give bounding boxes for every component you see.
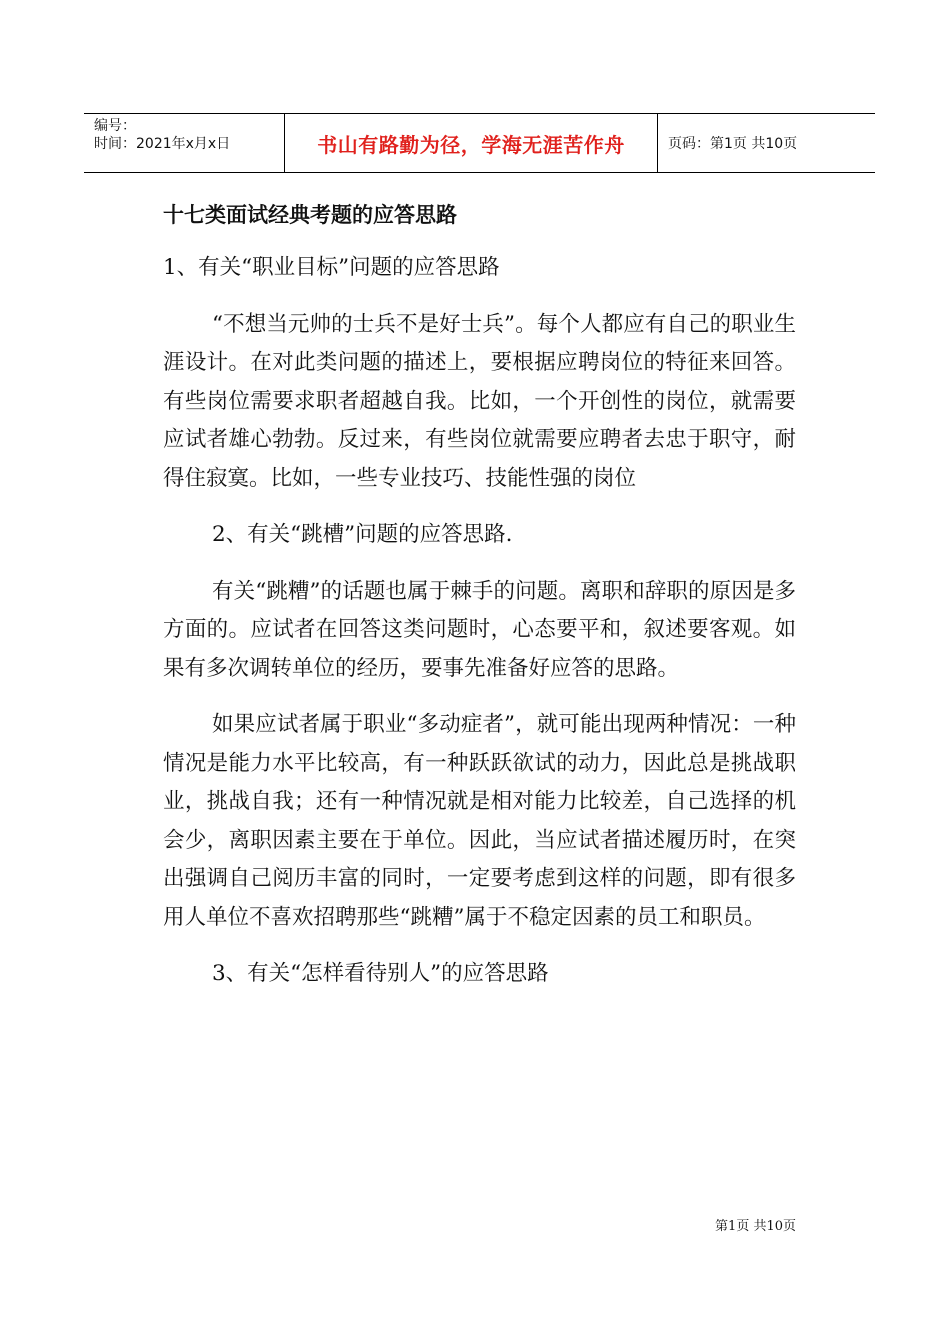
number-label: 编号： xyxy=(94,118,136,134)
document-title: 十七类面试经典考题的应答思路 xyxy=(163,203,457,227)
section-heading-3: 3、有关“怎样看待别人”的应答思路 xyxy=(212,961,549,986)
header-motto-cell xyxy=(285,114,658,172)
paragraph-hyperactive-candidate: 如果应试者属于职业“多动症者”，就可能出现两种情况：一种情况是能力水平比较高，有一种跃跃欲试的动力，因此总是挑战职业，挑战自我；还有一种情况就是相对能力比较差，自己选择的机会少，离职因素主要在于单位。因此，当应试者描述履历时，在突出强调自己阅历丰富的同时，一定要考虑到这样的问题，即有很多用人单位不喜欢招聘那些“跳糟”属于不稳定因素的员工和职员。 xyxy=(163,712,796,930)
header-page-info: 页码：第1页 共10页 xyxy=(668,136,798,152)
page-header xyxy=(84,113,875,173)
header-page-cell xyxy=(658,114,875,172)
header-meta-cell xyxy=(84,114,285,172)
document-body xyxy=(163,195,796,994)
time-label: 时间：2021年x月x日 xyxy=(94,136,231,152)
paragraph-career-goal: “不想当元帅的士兵不是好士兵”。每个人都应有自己的职业生涯设计。在对此类问题的描述上，要根据应聘岗位的特征来回答。有些岗位需要求职者超越自我。比如，一个开创性的岗位，就需要应试者雄心勃勃。反过来，有些岗位就需要应聘者去忠于职守，耐得住寂寞。比如，一些专业技巧、技能性强的岗位 xyxy=(163,311,796,491)
paragraph-job-hopping: 有关“跳糟”的话题也属于棘手的问题。离职和辞职的原因是多方面的。应试者在回答这类问题时，心态要平和，叙述要客观。如果有多次调转单位的经历，要事先准备好应答的思路。 xyxy=(163,578,796,681)
header-motto: 书山有路勤为径，学海无涯苦作舟 xyxy=(317,132,625,157)
section-heading-1: 1、有关“职业目标”问题的应答思路 xyxy=(163,255,500,280)
section-heading-2: 2、有关“跳槽”问题的应答思路. xyxy=(212,522,513,547)
page-footer: 第1页 共10页 xyxy=(715,1219,796,1234)
